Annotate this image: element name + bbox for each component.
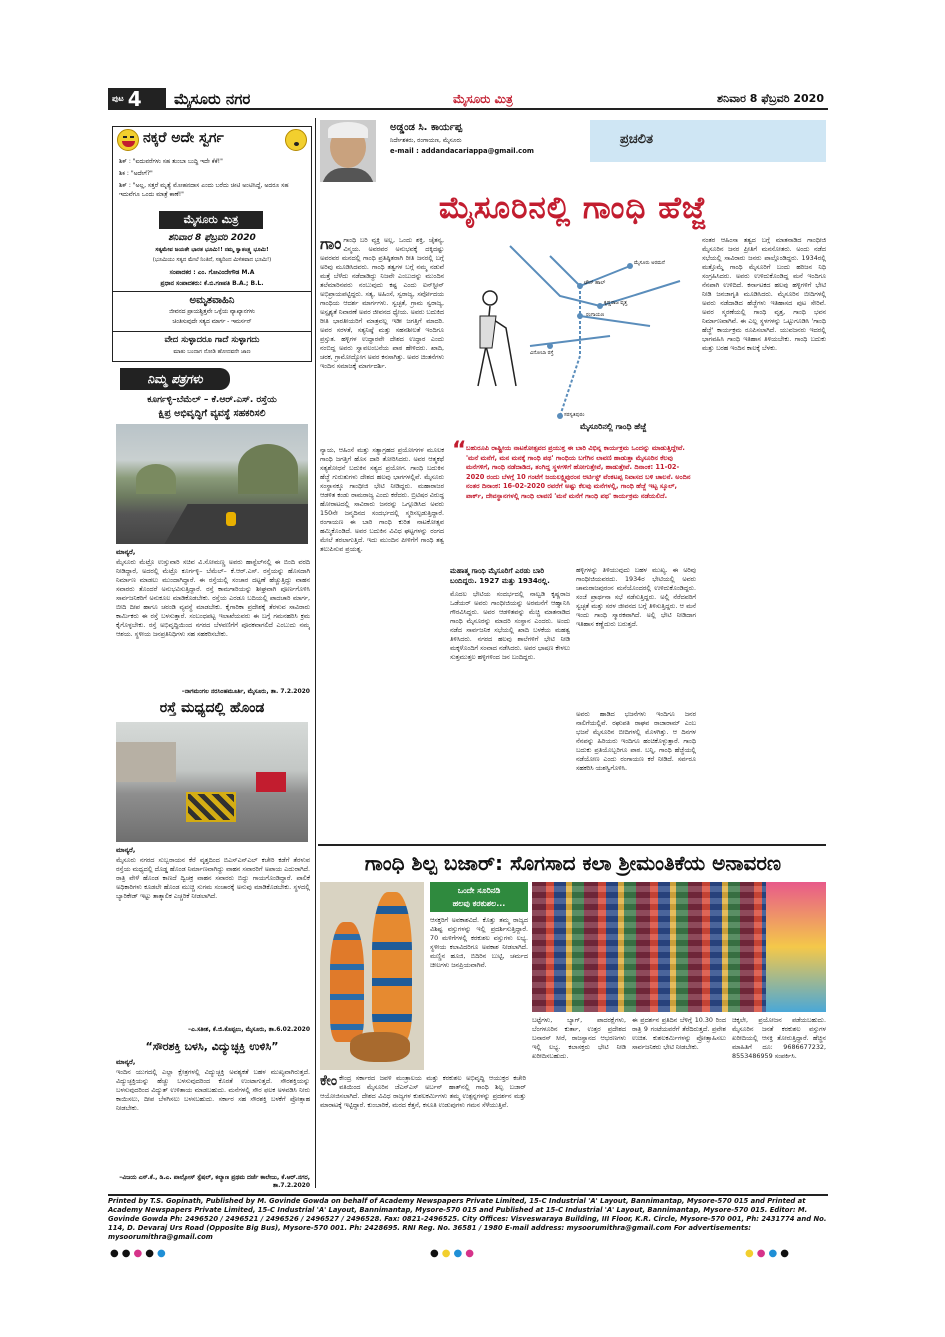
letter3-title: “ಸೌರಶಕ್ತಿ ಬಳಸಿ, ವಿದ್ಯುಚ್ಛಕ್ತಿ ಉಳಿಸಿ” (145, 1040, 279, 1053)
map-caption: ಮೈಸೂರಿನಲ್ಲಿ ಗಾಂಧಿ ಹೆಜ್ಜೆ (580, 422, 647, 431)
registration-dots-right: ●●●● (745, 1248, 792, 1259)
article-col2: ನ್ಯಾಯ, ಆಹಿಂಸೆ ಮತ್ತು ಸತ್ಯಾಗ್ರಹದ ಪ್ರಯೋಗಗಳ ಮೂಲಕ ಗಾಂಧಿ ಜಗತ್ತಿಗೆ ಹೊಸ ದಾರಿ ತೋರಿಸಿದರು. ಅವರ ಆತ್ಮಕಥೆ ಸತ್ಯಶೋಧನೆ ಬದುಕಿನ ಸತ್ಯದ ಪ್ರಯೋಗ. ಗಾಂಧಿ ಬದುಕಿನ ಹೆಜ್ಜೆ ಗುರುತುಗಳು ದೇಶದ ಹಲವು ಭಾಗಗಳಲ್ಲಿವೆ. ಮೈಸೂರು ಸಂಸ್ಥಾನಕ್ಕೂ ಗಾಂಧೀಜಿ ಭೇಟಿ ನೀಡಿದ್ದರು. ಮಹಾರಾಜರ ಆಡಳಿತ ಕಂಡು ರಾಮರಾಜ್ಯ ಎಂದು ಕರೆದರು. ಬ್ರಿಟಿಷರ ವಿರುದ್ಧ ಹೋರಾಟದಲ್ಲಿ ಸಾವಿರಾರು ಜನರನ್ನು ಒಗ್ಗೂಡಿಸಿದ ಅವರು 150ನೇ ಜನ್ಮದಿನದ ಸಂದರ್ಭದಲ್ಲಿ ಸ್ಮರಿಸಲ್ಪಡುತ್ತಿದ್ದಾರೆ. ರಂಗಾಯಣ ಈ ಬಾರಿ ಗಾಂಧಿ ಕುರಿತ ನಾಟಕೋತ್ಸವ ಹಮ್ಮಿಕೊಂಡಿದೆ. ಅವರ ಬದುಕಿನ ವಿವಿಧ ಘಟ್ಟಗಳನ್ನು ರಂಗದ ಮೇಲೆ ತರಲಾಗುತ್ತಿದೆ. ಇದು ಮುಂದಿನ ಪೀಳಿಗೆಗೆ ಗಾಂಧಿ ತತ್ವ ತಲುಪಿಸುವ ಪ್ರಯತ್ನ. (320, 446, 444, 553)
road-photo (116, 424, 308, 544)
author-strip (320, 120, 826, 186)
letter3-salutation: ಮಾನ್ಯರೆ, (116, 1058, 136, 1066)
article-headline: ಮೈಸೂರಿನಲ್ಲಿ ಗಾಂಧಿ ಹೆಜ್ಜೆ (438, 190, 708, 226)
bazaar-sub-line-2: ಹಲವು ಕರಕುಶಲ... (452, 899, 506, 908)
joke-line: ಶಿಕ್ : "ಐದುವರೆಗಳು ಸಹ ತುಂಬಾ ಬುದ್ಧಿ ಇದೇ ಕೆಕೆ!" (119, 158, 223, 165)
jokes-title: ನಕ್ಕರೆ ಅದೇ ಸ್ವರ್ಗ (143, 130, 224, 146)
author-name: ಅಡ್ಡಂಡ ಸಿ. ಕಾರ್ಯಪ್ಪ (390, 122, 463, 133)
masthead-tagline: ಸತ್ಯಮೇವ ಜಯತೇ ಭಾರತ ಭೂಮಿ!! ನಮ್ಮ ಸ್ವಾತಂತ್ರ್ಯ ಭೂಮಿ! (155, 247, 269, 253)
article-col3: ನಂತರ ಆಹಿಂಸಾ ತತ್ವದ ಬಗ್ಗೆ ಮಾತನಾಡಿದ ಗಾಂಧೀಜಿ ಮೈಸೂರಿನ ಜನರ ಪ್ರೀತಿಗೆ ಮನಸೋತರು. ಅಂದು ನಡೆದ ಸಭೆಯಲ್ಲಿ ಸಾವಿರಾರು ಜನರು ಪಾಲ್ಗೊಂಡಿದ್ದರು. 1934ರಲ್ಲಿ ಮತ್ತೊಮ್ಮೆ ಗಾಂಧಿ ಮೈಸೂರಿಗೆ ಬಂದು ಹರಿಜನ ನಿಧಿ ಸಂಗ್ರಹಿಸಿದರು. ಅವರು ಉಳಿದುಕೊಂಡಿದ್ದ ಮನೆ ಇಂದಿಗೂ ನೆನಪಾಗಿ ಉಳಿದಿದೆ. ಕರ್ನಾಟಕದ ಹಲವು ಹಳ್ಳಿಗಳಿಗೆ ಭೇಟಿ ನೀಡಿ ಜನಜಾಗೃತಿ ಮೂಡಿಸಿದರು. ಮೈಸೂರಿನ ಬೀದಿಗಳಲ್ಲಿ ಅವರು ನಡೆದಾಡಿದ ಹೆಜ್ಜೆಗಳು ಇತಿಹಾಸದ ಪುಟ ಸೇರಿವೆ. ಅವರ ಸ್ಮರಣೆಯಲ್ಲಿ ಗಾಂಧಿ ವೃತ್ತ, ಗಾಂಧಿ ಭವನ ನಿರ್ಮಾಣವಾಗಿವೆ. ಈ ಎಲ್ಲ ಸ್ಥಳಗಳನ್ನು ಒಟ್ಟುಗೂಡಿಸಿ 'ಗಾಂಧಿ ಹೆಜ್ಜೆ' ಕಾರ್ಯಕ್ರಮ ರೂಪಿಸಲಾಗಿದೆ. ಯುವಜನರು ಇದರಲ್ಲಿ ಭಾಗವಹಿಸಿ ಗಾಂಧಿ ಇತಿಹಾಸ ತಿಳಿಯಬೇಕು. ಗಾಂಧಿ ಬದುಕು ಮತ್ತು ಬರಹ ಇಂದಿನ ಕಾಲಕ್ಕೆ ಬೆಳಕು. (702, 236, 826, 352)
amrutha-title: ಅಮೃತವಾಹಿನಿ (189, 295, 235, 306)
letter1-body: ಮೈಸೂರು ಮೆಟ್ರೊ ಉಸ್ತುವಾರಿ ಸಚಿವ ವಿ.ಸೋಮಣ್ಣ ಅವರು ಹಾಸ್ಟೆಲ್‌ನಲ್ಲಿ ಈ ಬಿಂದಿ ವರದಿ ನೀಡಿದ್ದಾರೆ, ಅದರಲ್ಲಿ ಮೆಟ್ರೊ ಕೂರ್ಗಳ್ಳಿ– ಬೆಮೆಲ್– ಕೆ.ಆರ್.ಎಸ್. ರಸ್ತೆಯನ್ನು ಹೊಸದಾಗಿ ನಿರ್ಮಾಣ ಮಾಡಲು ಮುಂದಾಗಿದ್ದಾರೆ. ಈ ರಸ್ತೆಯಲ್ಲಿ ಸಂಚಾರ ದಟ್ಟಣೆ ಹೆಚ್ಚುತ್ತಿದ್ದು ವಾಹನ ಸವಾರರು ತೊಂದರೆ ಅನುಭವಿಸುತ್ತಿದ್ದಾರೆ. ರಸ್ತೆ ಕಾಮಗಾರಿಯನ್ನು ಶೀಘ್ರವಾಗಿ ಪೂರ್ಣಗೊಳಿಸಿ ಸಾರ್ವಜನಿಕರಿಗೆ ಅನುಕೂಲ ಮಾಡಿಕೊಡಬೇಕು. ರಸ್ತೆಯ ಎರಡೂ ಬದಿಯಲ್ಲಿ ಪಾದಚಾರಿ ಮಾರ್ಗ, ಬೀದಿ ದೀಪ ಹಾಗೂ ಚರಂಡಿ ವ್ಯವಸ್ಥೆ ಮಾಡಬೇಕು. ಕೈಗಾರಿಕಾ ಪ್ರದೇಶಕ್ಕೆ ತೆರಳುವ ಸಾವಿರಾರು ಕಾರ್ಮಿಕರು ಈ ರಸ್ತೆ ಬಳಸುತ್ತಾರೆ. ಸಂಬಂಧಪಟ್ಟ ಇಲಾಖೆಯವರು ಈ ಬಗ್ಗೆ ಗಮನಹರಿಸಿ ಕ್ರಮ ಕೈಗೊಳ್ಳಬೇಕು. ರಸ್ತೆ ಅಭಿವೃದ್ಧಿಯಿಂದ ನಗರದ ಬೆಳವಣಿಗೆಗೆ ಪೂರಕವಾಗಲಿದೆ ಎಂಬುದು ನಮ್ಮ ಆಶಯ. ಸ್ಥಳೀಯ ಜನಪ್ರತಿನಿಧಿಗಳು ಸಹ ಸಹಕರಿಸಬೇಕು. (116, 558, 310, 638)
jokes-box (112, 126, 312, 362)
column-name: ಪ್ರಚಲಿತ (620, 132, 653, 147)
amrutha-line: ಜೀವನದ ಪ್ರಾಯಶ್ಚಿತ್ತವೇ ಒಳ್ಳೆಯ ವ್ಯಾಖ್ಯಾನಗಳು (169, 309, 255, 315)
letter1-title-line: ಕೂರ್ಗಳ್ಳಿ–ಬೆಮೆಲ್ – ಕೆ.ಆರ್.ಎಸ್. ರಸ್ತೆಯ (147, 395, 277, 405)
letter2-salutation: ಮಾನ್ಯರೆ, (116, 846, 136, 854)
letter3-body: ಇಂದಿನ ಯುಗದಲ್ಲಿ ಎಲ್ಲಾ ಕ್ಷೇತ್ರಗಳಲ್ಲಿ ವಿದ್ಯುಚ್ಛಕ್ತಿ ಅವಶ್ಯಕತೆ ಬಹಳ ಮುಖ್ಯವಾಗಿರುತ್ತದೆ. ವಿದ್ಯುಚ್ಛಕ್ತಿಯನ್ನು ಹೆಚ್ಚು ಬಳಸುವುದರಿಂದ ಕೊರತೆ ಉಂಟಾಗುತ್ತದೆ. ಸೌರಶಕ್ತಿಯನ್ನು ಬಳಸುವುದರಿಂದ ವಿದ್ಯುತ್ ಉಳಿತಾಯ ಮಾಡಬಹುದು. ಮನೆಗಳಲ್ಲಿ ಸೌರ ಫಲಕ ಅಳವಡಿಸಿ ನೀರು ಕಾಯಿಸಲು, ದೀಪ ಬೆಳಗಿಸಲು ಬಳಸಬಹುದು. ಸರ್ಕಾರ ಸಹ ಸೌರಶಕ್ತಿ ಬಳಕೆಗೆ ಪ್ರೋತ್ಸಾಹ ನೀಡಬೇಕು. (116, 1068, 310, 1112)
dancing-figure-icon (285, 129, 307, 151)
article-col1-text: ಗಾಂಧಿ ಬರಿ ವ್ಯಕ್ತಿ ಅಲ್ಲ, ಒಂದು ಶಕ್ತಿ, ಚೈತನ್ಯ, ವಿಸ್ಮಯ. ಅವರವರ ಅನುಭವಕ್ಕೆ ದಕ್ಕಿದಷ್ಟು ಅವರವರ ಮನದಲ್ಲಿ ಗಾಂಧಿ ಪ್ರತಿಷ್ಠಿತರಾಗಿ ರೀತಿ ಜನರಲ್ಲಿ ಬಗ್ಗೆ ಅರಿವು ಮೂಡಿಸಿದವರು. ಗಾಂಧಿ ತತ್ವಗಳ ಬಗ್ಗೆ ನಮ್ಮ ನಡುವೆ ಮತ್ತೆ ಬೆಳೆದು ನಡೆದಾಡಿದ್ದು ನಿಜವೇ ಎಂಬುದನ್ನು ಮುಂದಿನ ತಲೆಮಾರಿನವರು ನಂಬುವುದು ಕಷ್ಟ ಎಂದು ಐನ್‌ಸ್ಟೀನ್ ಅಭಿಪ್ರಾಯಪಟ್ಟಿದ್ದರು. ಸತ್ಯ, ಅಹಿಂಸೆ, ಸ್ವರಾಜ್ಯ, ಸರ್ವೋದಯ ಗಾಂಧಿಯ ಆದರ್ಶ ಮಾರ್ಗಗಳು. ಸ್ವಚ್ಛತೆ, ಗ್ರಾಮ ಸ್ವರಾಜ್ಯ, ಅಸ್ಪೃಶ್ಯತೆ ನಿವಾರಣೆ ಅವರ ಜೀವನದ ಧ್ಯೇಯ. ಅವರು ಬದುಕಿದ ರೀತಿ ಭಾರತೀಯರಿಗೆ ಮಾತ್ರವಲ್ಲ ಇಡೀ ಜಗತ್ತಿಗೆ ಮಾದರಿ. ಅವರ ಸರಳತೆ, ಸತ್ಯನಿಷ್ಠೆ ಮತ್ತು ಸಹನಶೀಲತೆ ಇಂದಿಗೂ ಪ್ರಸ್ತುತ. ಹಳ್ಳಿಗಳ ಉದ್ಧಾರವೇ ದೇಶದ ಉದ್ಧಾರ ಎಂದು ನಂಬಿದ್ದ ಅವರು ಸ್ವಾವಲಂಬನೆಯ ಪಾಠ ಹೇಳಿದರು. ಖಾದಿ, ಚರಕ, ಗ್ರಾಮೋದ್ಯೋಗ ಅವರ ಕನಸಾಗಿತ್ತು. ಅವರ ಚಿಂತನೆಗಳು ಇಂದಿನ ಸಮಾಜಕ್ಕೆ ಮಾರ್ಗದರ್ಶಿ. (320, 236, 444, 370)
masthead-date: ಶನಿವಾರ 8 ಫೆಬ್ರವರಿ 2020 (168, 233, 256, 243)
quote-text: ಬಹುರೂಪಿ ರಾಷ್ಟ್ರೀಯ ನಾಟಕೋತ್ಸವದ ಪ್ರಯುಕ್ತ ಈ ಬಾರಿ ವಿಭಿನ್ನ ಕಾರ್ಯಕ್ರಮ ಒಂದನ್ನು ಮಾಡುತ್ತಿದ್ದೇವೆ. 'ಮನೆ ಮನೆಗೆ, ಮನ ಮನಕ್ಕೆ ಗಾಂಧಿ ಪಥ' ಗಾಂಧಿಯ ಬಗೆಗಿನ ಲಾವಣಿ ಹಾಡುತ್ತಾ ಮೈಸೂರಿನ ಕೆಲವು ಮನೆಗಳಿಗೆ, ಗಾಂಧಿ ನಡೆದಾಡಿದ, ತಂಗಿದ್ದ ಸ್ಥಳಗಳಿಗೆ ಹೋಗುತ್ತೇವೆ, ಹಾಡುತ್ತೇವೆ. ದಿನಾಂಕ: 11-02-2020 ರಂದು ಬೆಳಗ್ಗೆ 10 ಗಂಟೆಗೆ ಜಯಲಕ್ಷ್ಮಿಪುರಂನ ಆರ್ಟಿಸ್ಟ್ ವೆಂಕಟಪ್ಪ ನಿವಾಸದ ಬಳಿ ಚಾಲನೆ. ಅಂದಿನ ನಂತರ ದಿನಾಂಕ: 16-02-2020 ರವರೆಗೆ ಅಷ್ಟು ಕೆಲವು ಮನೆಗಳಲ್ಲಿ, ಗಾಂಧಿ ಹೆಜ್ಜೆ ಇಟ್ಟ ಸ್ಕೂಲ್, ಪಾರ್ಕ್, ದೇವಸ್ಥಾನಗಳಲ್ಲಿ ಗಾಂಧಿ ಲಾವಣಿ 'ಮನೆ ಮನೆಗೆ ಗಾಂಧಿ ಪಥ' ಕಾರ್ಯಕ್ರಮ ನಡೆಯಲಿದೆ. (466, 444, 691, 500)
laughing-face-icon (117, 129, 139, 151)
page-header (108, 88, 828, 110)
vedha-proverb: ವೇದ ಸುಳ್ಳಾದರೂ ಗಾದೆ ಸುಳ್ಳಾಗದು (164, 335, 260, 345)
divider (113, 291, 311, 292)
bazaar-col1 (320, 1074, 526, 1192)
map-label: ಟೌನ್ ಹಾಲ್ (584, 280, 606, 286)
bazaar-col1-text: ಕೇಂದ್ರ ಸರ್ಕಾರದ ಜವಳಿ ಮಂತ್ರಾಲಯ ಮತ್ತು ಕರಕುಶಲ ಅಭಿವೃದ್ಧಿ ಆಯುಕ್ತರ ಕಚೇರಿ ವತಿಯಿಂದ ಮೈಸೂರಿನ ಜೆಎಸ್‌ಎಸ್ ಅರ್ಬನ್ ಹಾತ್‌ನಲ್ಲಿ ಗಾಂಧಿ ಶಿಲ್ಪ ಬಜಾರ್ ಆಯೋಜಿಸಲಾಗಿದೆ. ದೇಶದ ವಿವಿಧ ರಾಜ್ಯಗಳ ಕುಶಲಕರ್ಮಿಗಳು ತಮ್ಮ ಉತ್ಪನ್ನಗಳನ್ನು ಪ್ರದರ್ಶನ ಮತ್ತು ಮಾರಾಟಕ್ಕೆ ಇಟ್ಟಿದ್ದಾರೆ. ಕುಂಬಾರಿಕೆ, ಮರದ ಕೆತ್ತನೆ, ಕಸೂತಿ ಉಡುಪುಗಳು ಗಮನ ಸೆಳೆಯುತ್ತಿವೆ. (320, 1074, 526, 1109)
bazaar-sub-line: ಒಂದೇ ಸೂರಿನಡಿ (457, 886, 501, 895)
section-name: ಮೈಸೂರು ನಗರ (174, 90, 251, 108)
joke-line: ಶಿಕ : "ಅದೇಗೆ?" (119, 170, 153, 177)
masthead-paper-name: ಮೈಸೂರು ಮಿತ್ರ (159, 211, 263, 229)
jokes-title-row (113, 127, 311, 153)
column-name-box (590, 120, 826, 162)
gandhi-walking-illustration (478, 291, 516, 386)
footer-imprint: Printed by T.S. Gopinath, Published by M. Govinde Gowda on behalf of Academy Newspapers Private Limited, 15-C Industrial 'A' Layout, Bannimantap, Mysore-570 015 and Printed at Academy Newspapers Private Limited, 15-C Industrial 'A' Layout, Bannimantap, Mysore-570 015 and Published at 15-C Industrial 'A' Layout, Bannimantap, Mysore-570 015. Editor: M. Govinde Gowda Ph: 2496520 / 2496521 / 2496526 / 2496527 / 2496528. Fax: 0821-2496525. City Offices: Visveswaraya Building, III Floor, K.R. Circle, Mysore-570 001, Ph: 2431774 and No. 114, D. Devaraj Urs Road (Opposite Big Bus), Mysore-570 001. Ph: 2428695. RNI Reg. No. 36581 / 1980 E-mail address: mysoorumithra@gmail.com For advertisements: mysoorumithra@gmail.com (108, 1197, 827, 1241)
route-map (450, 236, 694, 436)
vedha-sub: ಮಾತು ಬಂದಾಗ ನೋಡಿ ಹೋದವನೇ ಜಾಣ (173, 349, 251, 355)
letter3-sign: –ವಿಜಯ ಎಸ್.ಕೆ., ಡಿ.ಎ. ಪಾಲ್ಸೋಸ್ ಸ್ಪೆಷಲ್, ಕಲ್ಯಾಣ ಪ್ರಥಮ ದರ್ಜೆ ಕಾಲೇಜು, ಕೆ.ಆರ್.ನಗರ, ತಾ.7.2.2020 (119, 1174, 310, 1189)
bazaar-headline: ಗಾಂಧಿ ಶಿಲ್ಪ ಬಜಾರ್: ಸೊಗಸಾದ ಕಲಾ ಶ್ರೀಮಂತಿಕೆಯ ಅನಾವರಣ (364, 851, 782, 875)
masthead-editor: ಸಂಪಾದಕರ : ಎಂ. ಗೋವಿಂದೇಗೌಡ M.A (169, 269, 255, 276)
registration-dots-center: ●●●● (430, 1248, 477, 1259)
author-photo (320, 120, 376, 182)
bazaar-col4: ಈ ಪ್ರದರ್ಶನ ಪ್ರತಿದಿನ ಬೆಳಿಗ್ಗೆ 10.30 ರಿಂದ ರಾತ್ರಿ 9 ಗಂಟೆಯವರೆಗೆ ತೆರೆದಿರುತ್ತದೆ. ಪ್ರವೇಶ ಉಚಿತ. ಕುಶಲಕರ್ಮಿಗಳನ್ನು ಪ್ರೋತ್ಸಾಹಿಸಲು ಸಾರ್ವಜನಿಕರು ಭೇಟಿ ನೀಡಬೇಕು. (632, 1016, 726, 1051)
letter2-body-continued (116, 912, 310, 1022)
map-label: ಮೈಸೂರು ಅರಮನೆ (634, 260, 665, 266)
article-subhead: ಮಹಾತ್ಮ ಗಾಂಧಿ ಮೈಸೂರಿಗೆ ಎರಡು ಬಾರಿ ಬಂದಿದ್ದರು. 1927 ಮತ್ತು 1934ರಲ್ಲಿ. (450, 566, 550, 585)
masthead-small: ಮೈಸೂರು ಮಿತ್ರ (453, 92, 513, 106)
masthead-tagline-2: (ಭೂಮಿಯು ಸತ್ಯದ ಮೇಲೆ ನಿಂತಿದೆ, ಸತ್ಯದಿಂದ ಮಿಳಿತವಾದ ಭೂಮಿ!) (152, 257, 272, 263)
masthead-publisher: ಪ್ರಧಾನ ಸಂಪಾದಕರು: ಕೆ.ಬಿ.ಗಣಪತಿ B.A.; B.L. (160, 280, 264, 287)
author-role: ನಿರ್ದೇಶಕರು, ರಂಗಾಯಣ, ಮೈಸೂರು (390, 137, 462, 144)
author-email: e-mail : addandacariappa@gmail.com (390, 147, 534, 155)
drop-cap: ಗಾಂ (320, 236, 342, 253)
page-label: ಪುಟ (112, 94, 124, 103)
map-label: ಕೃಷ್ಣರಾಜ ವೃತ್ತ (604, 300, 628, 306)
quote-box (450, 438, 696, 562)
pothole-photo (116, 722, 308, 842)
page-number: 4 (127, 87, 142, 111)
letter1-title (112, 394, 312, 420)
article-col4: ಮೊದಲ ಭೇಟಿಯ ಸಂದರ್ಭದಲ್ಲಿ ನಾಲ್ವಡಿ ಕೃಷ್ಣರಾಜ ಒಡೆಯರ್ ಅವರು ಗಾಂಧೀಜಿಯನ್ನು ಅರಮನೆಗೆ ಆಹ್ವಾನಿಸಿ ಗೌರವಿಸಿದ್ದರು. ಅವರ ಆಡಳಿತವನ್ನು ಮೆಚ್ಚಿ ಮಾತನಾಡಿದ ಗಾಂಧಿ ಮೈಸೂರನ್ನು ಮಾದರಿ ಸಂಸ್ಥಾನ ಎಂದರು. ಅಂದು ನಡೆದ ಸಾರ್ವಜನಿಕ ಸಭೆಯಲ್ಲಿ ಖಾದಿ ಬಳಕೆಯ ಮಹತ್ವ ತಿಳಿಸಿದರು. ನಗರದ ಹಲವು ಶಾಲೆಗಳಿಗೆ ಭೇಟಿ ನೀಡಿ ಮಕ್ಕಳೊಂದಿಗೆ ಸಂವಾದ ನಡೆಸಿದರು. ಅವರ ಭಾಷಣ ಕೇಳಲು ಸುತ್ತಮುತ್ತಲ ಹಳ್ಳಿಗಳಿಂದ ಜನ ಬಂದಿದ್ದರು. (450, 590, 570, 661)
bazaar-drop-cap: ಕೇಂ (320, 1074, 338, 1089)
article-col1 (320, 236, 444, 442)
amrutha-line-2: ಚಿಂತಿಸುವುದೇ ಸತ್ಯದ ಮಾರ್ಗ - ಇಮರ್ಸನ್ (172, 319, 252, 325)
letter2-sign: –ಎ.ಸತೀಶ, ಕೆ.ಜಿ.ಕೊಪ್ಪಲು, ಮೈಸೂರು, ತಾ.6.02.2020 (187, 1026, 310, 1033)
map-label: ರಂಗಾಯಣ (586, 312, 605, 318)
map-figure (450, 236, 694, 436)
column-divider (315, 118, 316, 1188)
letter1-title-line-2: ಕ್ಷಿಪ್ರ ಅಭಿವೃದ್ಧಿಗೆ ವ್ಯವಸ್ಥೆ ಸಹಕರಿಸಲಿ (158, 408, 266, 419)
letter1-sign: –ನಾಗಮಂಗಲ ನರಸಿಂಹಮೂರ್ತಿ, ಮೈಸೂರು, ತಾ. 7.2.2020 (181, 688, 310, 695)
divider (113, 331, 311, 332)
quote-mark-icon: “ (452, 438, 467, 463)
registration-dots-left: ●●●●● (110, 1248, 169, 1259)
letters-banner-text: ನಿಮ್ಮ ಪತ್ರಗಳು (120, 368, 230, 390)
pottery-photo (320, 882, 424, 1070)
textile-photo (532, 882, 826, 1012)
letter1-salutation: ಮಾನ್ಯರೆ, (116, 548, 136, 556)
joke-line: ಶಿಕ್ : "ಅಲ್ಲ, ಸತ್ತರೆ ಮೃತ್ಯೆ ಮೋಹನದಾಸ ಎಂದು ಬರೆದು ಚೀಟಿ ಅಂಟಿಸಿದ್ದೆ, ಅದರೂ ಸಹ ಇದುವೆಗೂ ಒಂದು ಮಾತ್ರೆ ಕಾಣೆ!" (119, 182, 289, 198)
bazaar-col5: ಚಿಕ್ಕಲೇ, ಪ್ರಯೋಜನ ಪಡೆಯಬಹುದು. ಮೈಸೂರಿನ ಜನತೆ ಕರಕುಶಲ ವಸ್ತುಗಳ ಖರೀದಿಯಲ್ಲಿ ಆಸಕ್ತಿ ತೋರುತ್ತಿದ್ದಾರೆ. ಹೆಚ್ಚಿನ ಮಾಹಿತಿಗೆ ದೂ: 9686677232, 8553486959 ಸಂಪರ್ಕಿಸಿ. (732, 1016, 826, 1060)
page-number-box (108, 88, 166, 110)
letter2-title: ರಸ್ತೆ ಮಧ್ಯದಲ್ಲಿ ಹೊಂಡ (159, 700, 265, 716)
footer-rule (108, 1194, 828, 1196)
map-label: ಸರಸ್ವತಿಪುರಂ (564, 412, 585, 418)
bazaar-col2: ಆಸಕ್ತರಿಗೆ ಅವಕಾಶವಿದೆ. ಕೊತ್ತು ತಮ್ಮ ರಾಜ್ಯದ ವಿಶಿಷ್ಟ ವಸ್ತುಗಳನ್ನು ಇಲ್ಲಿ ಪ್ರದರ್ಶಿಸುತ್ತಿದ್ದಾರೆ. 70 ಮಳಿಗೆಗಳಲ್ಲಿ ಕರಕುಶಲ ವಸ್ತುಗಳು ಲಭ್ಯ. ಸ್ಥಳೀಯ ಕಲಾವಿದರಿಗೂ ಅವಕಾಶ ನೀಡಲಾಗಿದೆ. ಮಣ್ಣಿನ ಹೂಜಿ, ಬಿದಿರಿನ ಬುಟ್ಟಿ, ಚರ್ಮದ ಚೀಲಗಳು ಜನಪ್ರಿಯವಾಗಿವೆ. (430, 916, 528, 969)
article-col5: ಹಳ್ಳಿಗಳನ್ನು ತಿಳಿಯುವುದು ಬಹಳ ಮುಖ್ಯ. ಈ ಅರಿವು ಗಾಂಧೀಜಿಯವರದು. 1934ರ ಭೇಟಿಯಲ್ಲಿ ಅವರು ಚಾಮರಾಜಪುರಂನ ಮನೆಯೊಂದರಲ್ಲಿ ಉಳಿದುಕೊಂಡಿದ್ದರು. ಸಂಜೆ ಪ್ರಾರ್ಥನಾ ಸಭೆ ನಡೆಸುತ್ತಿದ್ದರು. ಅಲ್ಲಿ ನೆರೆದವರಿಗೆ ಸ್ವಚ್ಛತೆ ಮತ್ತು ಸರಳ ಜೀವನದ ಬಗ್ಗೆ ತಿಳಿಸುತ್ತಿದ್ದರು. ಆ ಮನೆ ಇಂದು ಗಾಂಧಿ ಸ್ಮಾರಕವಾಗಿದೆ. ಅಲ್ಲಿ ಭೇಟಿ ನೀಡಿದಾಗ ಇತಿಹಾಸ ಕಣ್ಣೆದುರು ಬರುತ್ತದೆ. (576, 566, 696, 628)
letters-banner (112, 368, 312, 390)
bazaar-col3: ಬಟ್ಟೆಗಳು, ಬ್ಯಾಗ್, ಪಾದರಕ್ಷೆಗಳು, ಬೆಂಗಳೂರಿನ ಕುರ್ತಾ, ಉತ್ತರ ಪ್ರದೇಶದ ಬನಾರಸ್ ಸೀರೆ, ರಾಜಸ್ಥಾನದ ಆಭರಣಗಳು ಇಲ್ಲಿ ಲಭ್ಯ. ಕಲಾಸಕ್ತರು ಭೇಟಿ ನೀಡಿ ಖರೀದಿಸಬಹುದು. (532, 1016, 626, 1060)
bazaar-sub-box (430, 882, 528, 912)
header-date: ಶನಿವಾರ 8 ಫೆಬ್ರವರಿ 2020 (717, 92, 824, 105)
bazaar-divider (318, 844, 826, 846)
map-label: ವಿನೋಬಾ ರಸ್ತೆ (530, 350, 554, 356)
article-col6: ಅವರು ಹಾಡಿದ ಭಜನೆಗಳು ಇಂದಿಗೂ ಜನರ ನಾಲಿಗೆಯಲ್ಲಿವೆ. ರಘುಪತಿ ರಾಘವ ರಾಜಾರಾಮ್ ಎಂಬ ಭಜನೆ ಮೈಸೂರಿನ ಬೀದಿಗಳಲ್ಲಿ ಮೊಳಗಿತ್ತು. ಆ ದಿನಗಳ ನೆನಪನ್ನು ಹಿರಿಯರು ಇಂದಿಗೂ ಹಂಚಿಕೊಳ್ಳುತ್ತಾರೆ. ಗಾಂಧಿ ಬದುಕು ಪ್ರತಿಯೊಬ್ಬರಿಗೂ ಪಾಠ. ಬನ್ನಿ, ಗಾಂಧಿ ಹೆಜ್ಜೆಯಲ್ಲಿ ನಡೆಯೋಣ ಎಂದು ರಂಗಾಯಣ ಕರೆ ನೀಡಿದೆ. ಸರ್ವರೂ ಸಹಕರಿಸಿ ಯಶಸ್ವಿಗೊಳಿಸಿ. (576, 710, 696, 772)
letter2-body: ಮೈಸೂರು ನಗರದ ಸುಬ್ಬರಾಯನ ಕೆರೆ ವೃತ್ತದಿಂದ ಬಿಎಸ್‌ಎನ್‌ಎಲ್ ಕಚೇರಿ ಕಡೆಗೆ ತೆರಳುವ ರಸ್ತೆಯ ಮಧ್ಯದಲ್ಲಿ ದೊಡ್ಡ ಹೊಂಡ ನಿರ್ಮಾಣವಾಗಿದ್ದು ವಾಹನ ಸವಾರರಿಗೆ ಅಪಾಯ ಎದುರಾಗಿದೆ. ರಾತ್ರಿ ವೇಳೆ ಹೊಂಡ ಕಾಣದೆ ದ್ವಿಚಕ್ರ ವಾಹನ ಸವಾರರು ಬಿದ್ದು ಗಾಯಗೊಂಡಿದ್ದಾರೆ. ಪಾಲಿಕೆ ಅಧಿಕಾರಿಗಳು ಕೂಡಲೇ ಹೊಂಡ ಮುಚ್ಚಿ ಸುಗಮ ಸಂಚಾರಕ್ಕೆ ಅನುವು ಮಾಡಿಕೊಡಬೇಕು. ಸ್ಥಳದಲ್ಲಿ ಬ್ಯಾರಿಕೇಡ್ ಇಟ್ಟು ತಾತ್ಕಾಲಿಕ ಎಚ್ಚರಿಕೆ ನೀಡಲಾಗಿದೆ. (116, 856, 310, 900)
